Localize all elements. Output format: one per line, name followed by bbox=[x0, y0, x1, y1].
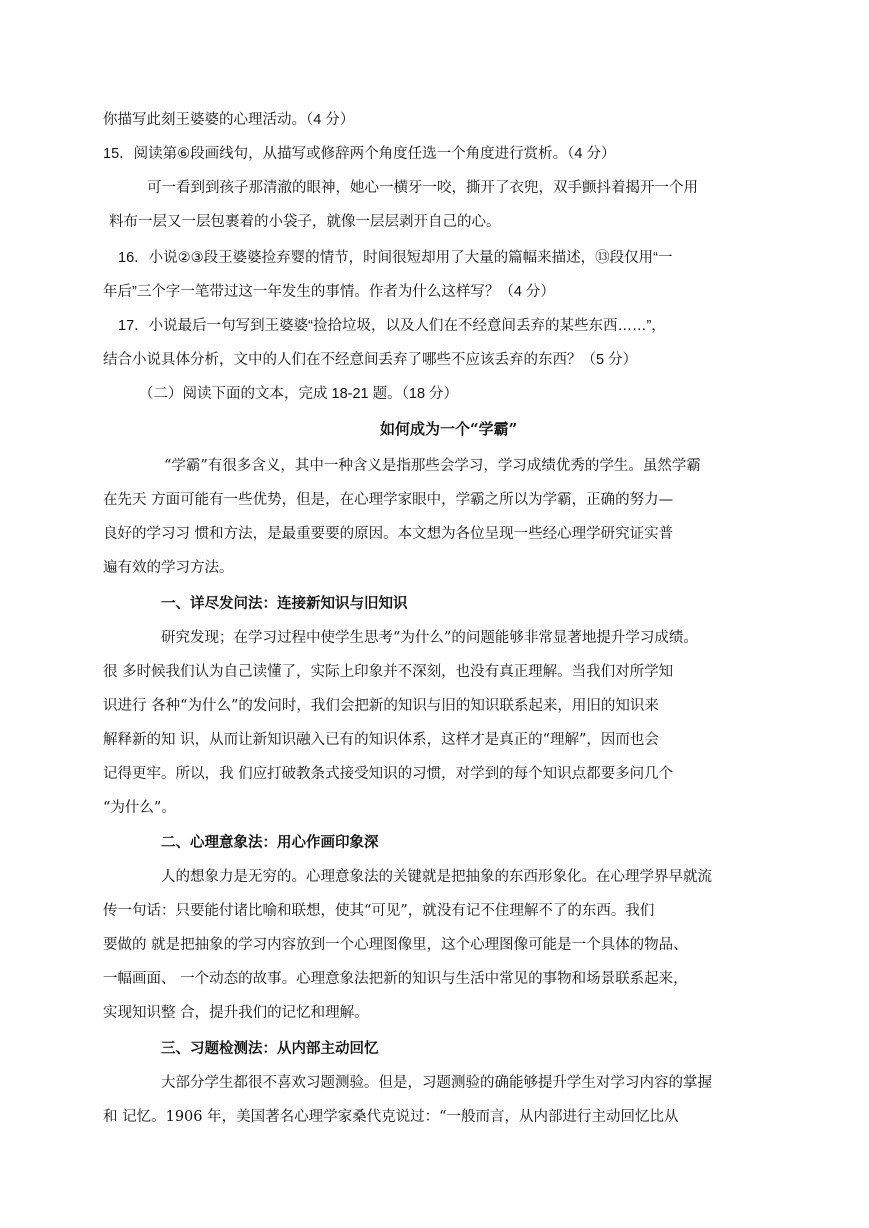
text-line: 可一看到到孩子那清澈的眼神，她心一横牙一咬，撕开了衣兜，双手颤抖着揭开一个用 bbox=[147, 180, 698, 196]
text-line: 17．小说最后一句写到王婆婆“捡拾垃圾，以及人们在不经意间丢弃的某些东西……”， bbox=[118, 318, 666, 334]
text-line: 遍有效的学习方法。 bbox=[103, 560, 234, 576]
text-line: 要做的 就是把抽象的学习内容放到一个心理图像里，这个心理图像可能是一个具体的物品、 bbox=[103, 937, 688, 953]
text-line: 在先天 方面可能有一些优势，但是，在心理学家眼中，学霸之所以为学霸，正确的努力— bbox=[103, 492, 674, 508]
text-line: 你描写此刻王婆婆的心理活动。（4 分） bbox=[103, 112, 355, 128]
text-line: 结合小说具体分析，文中的人们在不经意间丢弃了哪些不应该丢弃的东西？（5 分） bbox=[103, 352, 638, 368]
text-line: “为什么”。 bbox=[103, 800, 176, 816]
text-line: 人的想象力是无穷的。心理意象法的关键就是把抽象的东西形象化。在心理学界早就流 bbox=[161, 869, 712, 885]
text-line: 一幅画面、 一个动态的故事。心理意象法把新的知识与生活中常见的事物和场景联系起来， bbox=[103, 971, 688, 987]
text-line: 实现知识整 合，提升我们的记忆和理解。 bbox=[103, 1005, 369, 1021]
section-heading: 二、心理意象法：用心作画印象深 bbox=[161, 834, 379, 851]
text-line: 识进行 各种“为什么”的发问时，我们会把新的知识与旧的知识联系起来，用旧的知识来 bbox=[103, 698, 659, 714]
text-line: 良好的学习习 惯和方法，是最重要要的原因。本文想为各位呈现一些经心理学研究证实普 bbox=[103, 526, 674, 542]
article-title: 如何成为一个“学霸” bbox=[380, 420, 518, 438]
text-line: 解释新的知 识，从而让新知识融入已有的知识体系，这样才是真正的“理解”，因而也会 bbox=[103, 732, 659, 748]
text-line: 记得更牢。所以，我 们应打破教条式接受知识的习惯，对学到的每个知识点都要多问几个 bbox=[103, 766, 674, 782]
section-heading: 一、详尽发问法：连接新知识与旧知识 bbox=[161, 595, 408, 612]
text-line: （二）阅读下面的文本，完成 18-21 题。（18 分） bbox=[139, 386, 459, 402]
text-line: 传一句话：只要能付诸比喻和联想，使其“可见”，就没有记不住理解不了的东西。我们 bbox=[103, 903, 655, 919]
text-line: 15．阅读第⑥段画线句，从描写或修辞两个角度任选一个角度进行赏析。（4 分） bbox=[103, 146, 616, 162]
text-line: 16．小说②③段王婆婆捡弃婴的情节，时间很短却用了大量的篇幅来描述，⑬段仅用“一 bbox=[118, 250, 673, 266]
text-line: 研究发现；在学习过程中使学生思考“为什么”的问题能够非常显著地提升学习成绩。 bbox=[161, 630, 698, 646]
text-line: “学霸”有很多含义，其中一种含义是指那些会学习，学习成绩优秀的学生。虽然学霸 bbox=[164, 458, 701, 474]
text-line: 很 多时候我们认为自己读懂了，实际上印象并不深刻，也没有真正理解。当我们对所学知 bbox=[103, 664, 674, 680]
text-line: 料布一层又一层包裹着的小袋子，就像一层层剥开自己的心。 bbox=[109, 214, 501, 230]
text-line: 和 记忆。1906 年，美国著名心理学家桑代克说过：“一般而言，从内部进行主动回忆比从 bbox=[103, 1109, 679, 1125]
text-line: 年后”三个字一笔带过这一年发生的事情。作者为什么这样写？（4 分） bbox=[103, 284, 555, 300]
section-heading: 三、习题检测法：从内部主动回忆 bbox=[161, 1040, 379, 1057]
text-line: 大部分学生都很不喜欢习题测验。但是，习题测验的确能够提升学生对学习内容的掌握 bbox=[161, 1075, 712, 1091]
